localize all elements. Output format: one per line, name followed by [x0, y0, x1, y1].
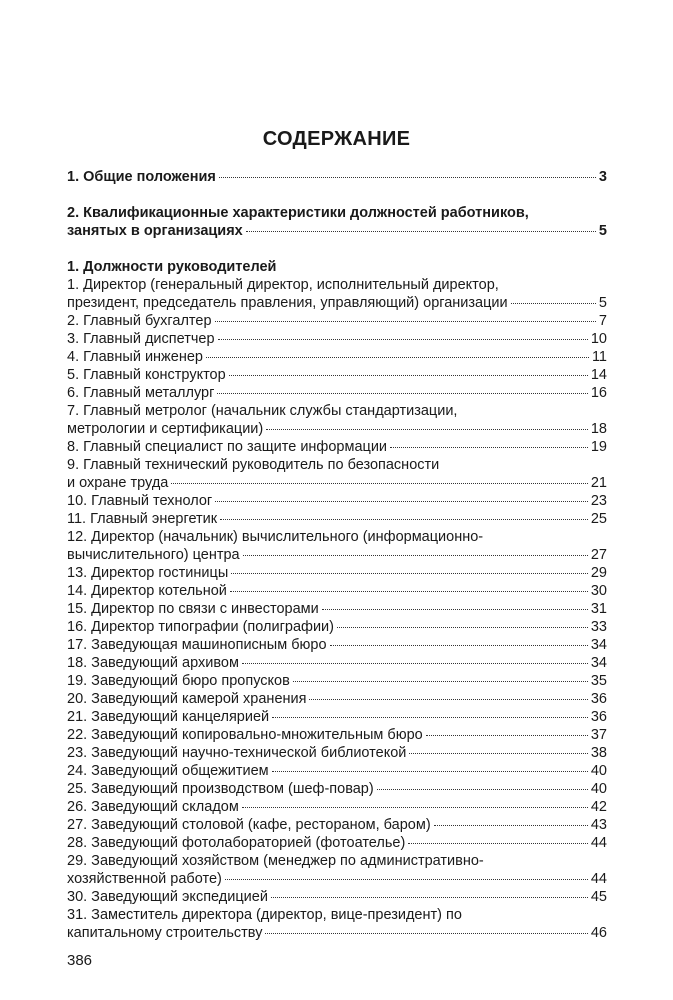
toc-entry-page: 5 [598, 295, 607, 311]
dot-leader [272, 717, 588, 718]
toc-entry-page: 33 [590, 619, 607, 635]
toc-entry [67, 618, 607, 636]
toc-entry-page: 46 [590, 925, 607, 941]
toc-entry [67, 528, 607, 564]
toc-entry-title: занятых в организациях [67, 223, 243, 239]
toc-entry-title: 20. Заведующий камерой хранения [67, 691, 307, 707]
toc-entry-page: 40 [590, 781, 607, 797]
toc-entry-page: 21 [590, 475, 607, 491]
toc-entry-title: 9. Главный технический руководитель по безопасности [67, 457, 440, 473]
dot-leader [322, 609, 588, 610]
toc-entry [67, 888, 607, 906]
toc-entry-title: 13. Директор гостиницы [67, 565, 229, 581]
toc-entry-title: 27. Заведующий столовой (кафе, рестораном, баром) [67, 817, 431, 833]
toc-entry-title: 31. Заместитель директора (директор, вице-президент) по [67, 907, 462, 923]
toc-entry-title: 12. Директор (начальник) вычислительного (информационно- [67, 529, 484, 545]
toc-entry-title: президент, председатель правления, управляющий) организации [67, 295, 508, 311]
section-subheading: 1. Должности руководителей [67, 259, 277, 275]
dot-leader [337, 627, 588, 628]
toc-entry-title: метрологии и сертификации) [67, 421, 264, 437]
toc-entry-page: 3 [598, 169, 607, 185]
dot-leader [225, 879, 588, 880]
toc-entry-page: 11 [591, 349, 607, 365]
toc-entry-title: 22. Заведующий копировально-множительным бюро [67, 727, 423, 743]
toc-entry-page: 36 [590, 691, 607, 707]
toc-entry [67, 312, 607, 330]
toc-entry-page: 34 [590, 637, 607, 653]
toc-entry [67, 510, 607, 528]
toc-entry-page: 36 [590, 709, 607, 725]
toc-entry-title: 25. Заведующий производством (шеф-повар) [67, 781, 374, 797]
toc-entry-page: 18 [590, 421, 607, 437]
toc-entry [67, 564, 607, 582]
toc-entry-title: 26. Заведующий складом [67, 799, 239, 815]
toc-entry-page: 16 [590, 385, 607, 401]
toc-entry-title: 17. Заведующая машинописным бюро [67, 637, 327, 653]
toc-entry-page: 43 [590, 817, 607, 833]
toc-entry-page: 14 [590, 367, 607, 383]
toc-entry-title: и охране труда [67, 475, 169, 491]
toc-entry-title: 15. Директор по связи с инвесторами [67, 601, 319, 617]
toc-entry [67, 330, 607, 348]
toc-entry-page: 45 [590, 889, 607, 905]
toc-entry [67, 366, 607, 384]
dot-leader [171, 483, 588, 484]
toc-entry [67, 798, 607, 816]
toc-entry [67, 582, 607, 600]
toc-entry-title: 19. Заведующий бюро пропусков [67, 673, 290, 689]
dot-leader [219, 177, 596, 178]
dot-leader [243, 555, 588, 556]
toc-entry [67, 708, 607, 726]
dot-leader [511, 303, 596, 304]
toc-entry-title: 18. Заведующий архивом [67, 655, 239, 671]
toc-entry-title: вычислительного) центра [67, 547, 240, 563]
dot-leader [217, 393, 587, 394]
dot-leader [218, 339, 588, 340]
toc-entry-page: 44 [590, 871, 607, 887]
dot-leader [426, 735, 588, 736]
dot-leader [377, 789, 588, 790]
toc-entry [67, 852, 607, 888]
toc-entry [67, 726, 607, 744]
toc-entry-title: 10. Главный технолог [67, 493, 213, 509]
toc-entry-page: 29 [590, 565, 607, 581]
toc-entry-page: 27 [590, 547, 607, 563]
toc-entry-title: 16. Директор типографии (полиграфии) [67, 619, 334, 635]
toc-entry-page: 25 [590, 511, 607, 527]
toc-entry [67, 690, 607, 708]
toc-entry-title: 3. Главный диспетчер [67, 331, 215, 347]
toc-entry [67, 816, 607, 834]
toc-entry-page: 31 [590, 601, 607, 617]
toc-entry [67, 168, 607, 186]
toc-entry [67, 492, 607, 510]
toc-entry-page: 19 [590, 439, 607, 455]
toc-entry-title: 30. Заведующий экспедицией [67, 889, 268, 905]
dot-leader [229, 375, 588, 376]
dot-leader [265, 933, 587, 934]
toc-entry-title: 1. Общие положения [67, 169, 216, 185]
dot-leader [330, 645, 588, 646]
dot-leader [220, 519, 588, 520]
dot-leader [246, 231, 596, 232]
toc-entry [67, 762, 607, 780]
toc-entry [67, 402, 607, 438]
page-number: 386 [67, 952, 93, 969]
toc-entry-page: 44 [590, 835, 607, 851]
toc-entry-title: 24. Заведующий общежитием [67, 763, 269, 779]
toc-entry [67, 834, 607, 852]
toc-entry-page: 38 [590, 745, 607, 761]
page-title: СОДЕРЖАНИЕ [262, 128, 411, 150]
dot-leader [409, 753, 587, 754]
toc-entry-title: 4. Главный инженер [67, 349, 203, 365]
dot-leader [309, 699, 587, 700]
dot-leader [293, 681, 588, 682]
toc-entry [67, 438, 607, 456]
dot-leader [215, 321, 596, 322]
toc-entry-title: 14. Директор котельной [67, 583, 227, 599]
toc-entry [67, 204, 607, 240]
dot-leader [215, 501, 588, 502]
dot-leader [231, 573, 588, 574]
toc-entry-page: 42 [590, 799, 607, 815]
toc-entry-page: 10 [590, 331, 607, 347]
toc-entry-title: капитальному строительству [67, 925, 263, 941]
toc-entry [67, 456, 607, 492]
toc-entry [67, 744, 607, 762]
toc-entry-title: хозяйственной работе) [67, 871, 222, 887]
dot-leader [242, 807, 588, 808]
toc-entry-title: 2. Квалификационные характеристики должностей работников, [67, 205, 529, 221]
dot-leader [390, 447, 588, 448]
toc-entry-page: 34 [590, 655, 607, 671]
toc-entry-title: 6. Главный металлург [67, 385, 215, 401]
dot-leader [242, 663, 588, 664]
toc-entry [67, 384, 607, 402]
dot-leader [206, 357, 589, 358]
toc-entry-page: 30 [590, 583, 607, 599]
toc-entry-title: 29. Заведующий хозяйством (менеджер по административно- [67, 853, 484, 869]
toc-entry [67, 276, 607, 312]
toc-entry-page: 23 [590, 493, 607, 509]
toc-entry [67, 348, 607, 366]
dot-leader [434, 825, 588, 826]
toc-entry-title: 1. Директор (генеральный директор, исполнительный директор, [67, 277, 499, 293]
toc-entry-page: 40 [590, 763, 607, 779]
toc-entry-page: 5 [598, 223, 607, 239]
toc-entry [67, 654, 607, 672]
toc-entry [67, 672, 607, 690]
toc-entry [67, 780, 607, 798]
toc-entry-title: 8. Главный специалист по защите информации [67, 439, 388, 455]
dot-leader [266, 429, 588, 430]
dot-leader [408, 843, 588, 844]
toc-entry [67, 600, 607, 618]
dot-leader [271, 897, 588, 898]
toc-entry-page: 35 [590, 673, 607, 689]
toc-entry [67, 906, 607, 942]
toc-entry-title: 11. Главный энергетик [67, 511, 218, 527]
toc-entry-page: 37 [590, 727, 607, 743]
toc-entry-title: 23. Заведующий научно-технической библиотекой [67, 745, 407, 761]
dot-leader [272, 771, 588, 772]
dot-leader [230, 591, 588, 592]
toc-entry-title: 7. Главный метролог (начальник службы стандартизации, [67, 403, 458, 419]
toc-entry [67, 636, 607, 654]
toc-entry-title: 2. Главный бухгалтер [67, 313, 212, 329]
toc-entry-title: 21. Заведующий канцелярией [67, 709, 270, 725]
toc-entry-title: 5. Главный конструктор [67, 367, 226, 383]
toc-entry-page: 7 [598, 313, 607, 329]
toc-entry-title: 28. Заведующий фотолабораторией (фотоателье) [67, 835, 406, 851]
